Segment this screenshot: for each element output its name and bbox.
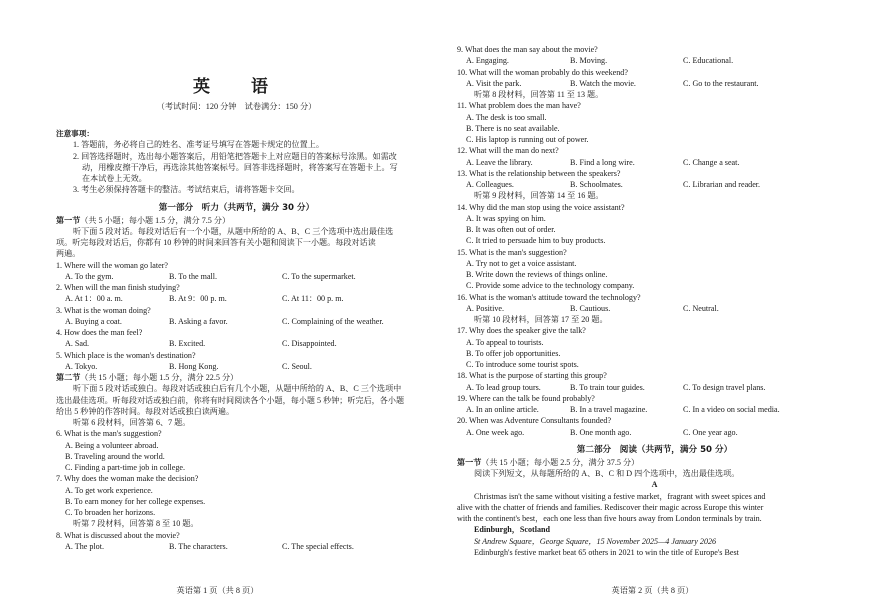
question-8: 8. What is discussed about the movie? [56,530,180,540]
option: C. Go to the restaurant. [683,78,759,88]
option: A. To lead group tours. [466,382,541,392]
option-row [457,382,852,393]
option-row [457,404,852,415]
option: C. Librarian and reader. [683,180,761,189]
option: C. His laptop is running out of power. [466,135,589,144]
section-heading [457,457,852,468]
passage-line: alive with the chatter of friends and families. Rediscover their magic across Europe this winter [457,502,764,512]
option: C. At 11：00 p. m. [282,294,344,304]
option: B. To earn money for her college expenses. [65,496,206,506]
page-footer: 英语第 1 页（共 8 页） [176,586,259,595]
option: B. Traveling around the world. [65,451,165,461]
option: B. Asking a favor. [169,316,228,326]
directions-line: 听下面 5 段对话或独白。每段对话或独白后有几个小题，从题中所给的 A、B、C 三个选项中 [73,384,402,394]
directions-line: 阅读下列短文，从每题所给的 A、B、C 和 D 四个选项中，选出最佳选项。 [474,469,740,478]
event-dates: St Andrew Square，George Square，15 November 2025—4 January 2026 [474,536,717,546]
question-5: 5. Which place is the woman's destination? [56,350,196,360]
question-4: 4. How does the man feel? [56,328,143,337]
directions-line: 给出 5 秒钟的作答时间。每段对话或独白读两遍。 [56,406,235,416]
option: A. At 1：00 a. m. [65,294,123,304]
option-row [56,316,417,327]
option: A. Visit the park. [466,78,522,88]
option: A. Leave the library. [466,157,533,167]
option: B. Hong Kong. [169,361,219,371]
section-label: 第一节 [56,215,81,225]
option: A. Colleagues. [466,180,514,189]
option: A. Tokyo. [65,361,98,371]
option: B. Find a long wire. [570,157,635,167]
option: B. Moving. [570,56,608,66]
page-title: 英 语 [193,77,280,97]
option-row [457,78,852,89]
part-heading: 第二部分 阅读（共两节，满分 50 分） [576,444,733,455]
option: C. The special effects. [282,541,354,551]
option: B. In a travel magazine. [570,405,648,414]
notes-heading: 注意事项： [56,129,94,138]
option: C. It tried to persuade him to buy products. [466,236,606,246]
option: A. It was spying on him. [466,213,546,223]
question: 11. What problem does the man have? [457,101,581,111]
note-line: 1. 答题前，务必将自己的姓名、准考证号填写在答题卡规定的位置上。 [73,140,324,150]
option: B. To train tour guides. [570,382,645,392]
section-heading [56,215,417,226]
material-note: 听第 7 段材料，回答第 8 至 10 题。 [73,519,199,529]
option: C. Change a seat. [683,157,740,167]
option-row [457,427,852,438]
section-rule: （共 15 小题；每小题 1.5 分，满分 22.5 分） [80,373,239,382]
question: 10. What will the woman probably do this weekend? [457,67,628,77]
option: B. Write down the reviews of things online. [466,270,608,279]
option: A. Buying a coat. [65,316,122,326]
material-note: 听第 6 段材料，回答第 6、7 题。 [73,418,191,427]
option: B. Cautious. [570,303,611,313]
question: 15. What is the man's suggestion? [457,247,567,257]
option: C. To the supermarket. [282,271,356,281]
option: B. There is no seat available. [466,123,560,133]
option-row [56,361,417,372]
question-1: 1. Where will the woman go later? [56,260,169,270]
option-row [56,293,417,304]
question: 19. Where can the talk be found probably? [457,393,595,403]
option-row [56,541,417,552]
option-row [56,271,417,282]
option: C. Neutral. [683,303,719,313]
option: A. In an online article. [466,405,539,414]
option: A. To the gym. [65,271,114,281]
option: A. Being a volunteer abroad. [65,440,159,450]
passage-line: Edinburgh's festive market beat 65 others in 2021 to win the title of Europe's Best [474,547,739,557]
option: B. Schoolmates. [570,180,623,189]
option: B. To the mall. [169,271,218,281]
option: B. At 9：00 p. m. [169,294,227,304]
option: B. Excited. [169,339,206,349]
directions-line: 两遍。 [56,249,81,259]
option: C. Seoul. [282,361,312,371]
directions-line: 项。听完每段对话后，你都有 10 秒钟的时间来回答有关小题和阅读下一小题。每段对话读 [56,238,376,247]
part-heading: 第一部分 听力（共两节，满分 30 分） [158,202,315,213]
section-label: 第一节 [457,457,482,467]
option: A. To get work experience. [65,485,153,495]
option-row [457,303,852,314]
page-footer: 英语第 2 页（共 8 页） [611,586,694,595]
note-line: 动，用橡皮擦干净后，再选涂其他答案标号。回答非选择题时，将答案写在答题卡上。写 [82,162,398,172]
page-2 [435,0,870,605]
option: A. Sad. [65,339,90,349]
option: C. In a video on social media. [683,405,780,414]
note-line: 在本试卷上无效。 [82,174,147,183]
option: C. Disappointed. [282,339,337,349]
question: 14. Why did the man stop using the voice assistant? [457,202,625,212]
section-1-questions [56,260,417,373]
option-row [457,55,852,66]
section-rule: （共 5 小题；每小题 1.5 分，满分 7.5 分） [80,215,231,225]
option: C. Provide some advice to the technology company. [466,281,635,291]
option-row [457,179,852,190]
option: A. The desk is too small. [466,112,547,122]
option: C. Finding a part-time job in college. [65,463,186,472]
question-3: 3. What is the woman doing? [56,305,151,315]
option: C. Educational. [683,56,734,66]
passage-line: with the continent's best，each one less than five hours away from London terminals by train. [457,514,762,523]
material-note: 听第 10 段材料，回答第 17 至 20 题。 [474,315,608,324]
material-note: 听第 9 段材料，回答第 14 至 16 题。 [474,191,604,201]
question-7: 7. Why does the woman make the decision? [56,474,199,484]
option: A. To appeal to tourists. [466,337,544,347]
directions-line: 听下面 5 段对话。每段对话后有一个小题，从题中所给的 A、B、C 三个选项中选出最佳选 [73,226,394,236]
exam-info: （考试时间：120 分钟 试卷满分：150 分） [156,102,317,111]
question: 20. When was Adventure Consultants founded? [457,416,612,426]
option: A. The plot. [65,541,104,551]
note-line: 2. 回答选择题时，选出每小题答案后，用铅笔把答题卡上对应题目的答案标号涂黑。如需改 [73,151,397,161]
option: B. The characters. [169,541,228,551]
material-note: 听第 8 段材料，回答第 11 至 13 题。 [474,90,604,99]
option: B. It was often out of order. [466,225,556,234]
question: 16. What is the woman's attitude toward the technology? [457,292,641,302]
option: C. To design travel plans. [683,382,766,392]
section-heading [56,372,417,383]
section-rule: （共 15 小题；每小题 2.5 分，满分 37.5 分） [481,457,640,467]
section-label: 第二节 [56,373,81,382]
option: B. Watch the movie. [570,78,636,88]
question: 17. Why does the speaker give the talk? [457,326,586,336]
question: 13. What is the relationship between the speakers? [457,168,621,178]
option: C. To introduce some tourist spots. [466,360,579,369]
question: 12. What will the man do next? [457,146,559,156]
option: A. Engaging. [466,56,509,66]
option: A. One week ago. [466,427,525,437]
option: B. To offer job opportunities. [466,348,561,358]
option-row [56,338,417,349]
option-row [457,157,852,168]
question-6: 6. What is the man's suggestion? [56,429,162,439]
question-2: 2. When will the man finish studying? [56,283,180,292]
option: C. Complaining of the weather. [282,316,384,326]
question: 9. What does the man say about the movie? [457,45,598,54]
option: A. Try not to get a voice assistant. [466,258,577,268]
option: C. One year ago. [683,427,738,437]
note-line: 3. 考生必须保持答题卡的整洁。考试结束后，请将答题卡交回。 [73,185,300,195]
listening-questions-continued [457,44,852,438]
option: C. To broaden her horizons. [65,508,156,517]
passage-letter: A [651,480,658,490]
passage-line: Christmas isn't the same without visiting a festive market，fragrant with sweet spices and [474,491,766,501]
directions-line: 选出最佳选项。听每段对话或独白前，你将有时间阅读各个小题，每小题 5 秒钟；听完后，各小题 [56,395,405,405]
place-heading: Edinburgh，Scotland [474,525,551,535]
option: A. Positive. [466,303,504,313]
option: B. One month ago. [570,427,632,437]
question: 18. What is the purpose of starting this group? [457,371,607,381]
